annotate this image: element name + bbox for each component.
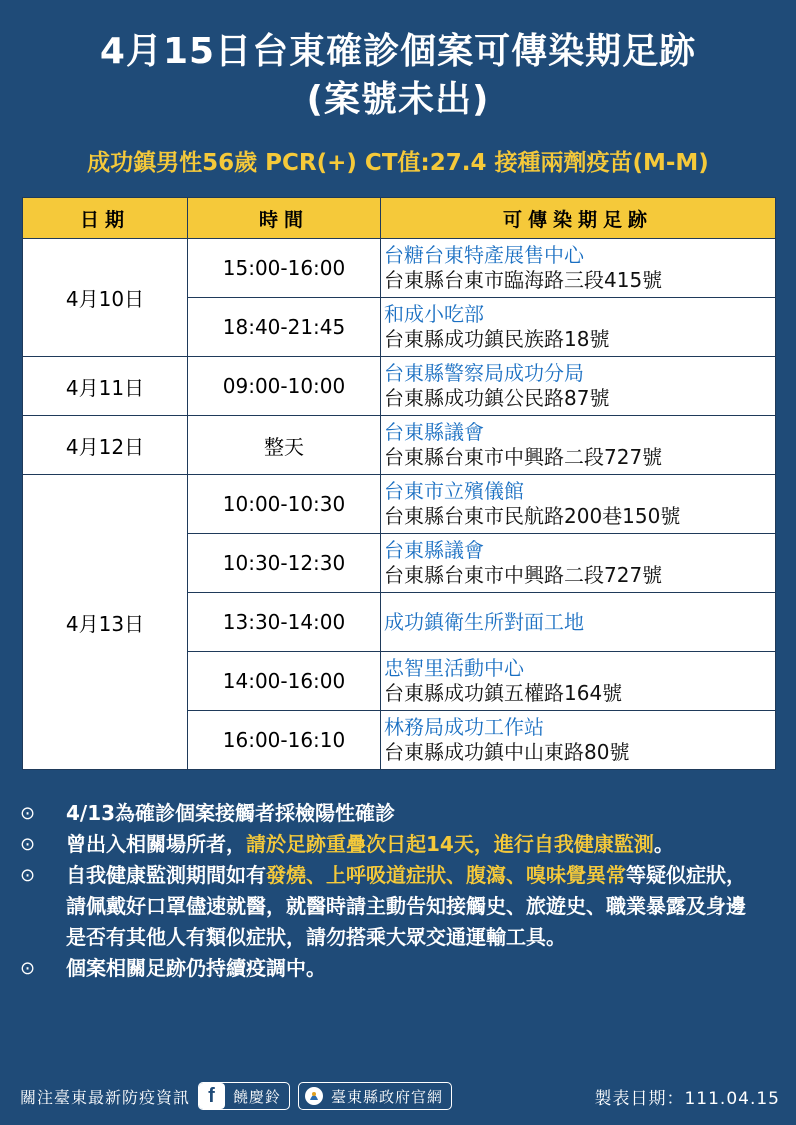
date-cell: 4月13日 — [23, 475, 188, 770]
time-cell: 13:30-14:00 — [188, 593, 381, 652]
gov-website-link[interactable] — [298, 1082, 452, 1110]
note-item — [20, 829, 760, 860]
place-address: 台東縣台東市中興路二段727號 — [384, 445, 663, 469]
place-address: 台東縣成功鎮五權路164號 — [384, 681, 623, 705]
table-row — [23, 475, 776, 534]
place-cell — [381, 711, 776, 770]
note-text-plain: 。 — [653, 832, 674, 856]
place-cell — [381, 652, 776, 711]
place-address: 台東縣成功鎮公民路87號 — [384, 386, 610, 410]
time-cell: 18:40-21:45 — [188, 298, 381, 357]
place-address: 台東縣成功鎮中山東路80號 — [384, 740, 630, 764]
facebook-icon: f — [199, 1083, 225, 1109]
place-name: 台糖台東特產展售中心 — [384, 243, 584, 267]
time-cell: 16:00-16:10 — [188, 711, 381, 770]
header-time: 時間 — [188, 198, 381, 239]
gov-logo-icon — [303, 1085, 325, 1107]
note-item — [20, 953, 760, 984]
note-item — [20, 860, 760, 953]
table-row — [23, 416, 776, 475]
table-row — [23, 357, 776, 416]
place-name: 台東縣議會 — [384, 420, 484, 444]
place-name: 忠智里活動中心 — [384, 656, 524, 680]
date-cell: 4月11日 — [23, 357, 188, 416]
place-cell — [381, 534, 776, 593]
facebook-label: 饒慶鈴 — [233, 1087, 282, 1106]
time-cell: 09:00-10:00 — [188, 357, 381, 416]
bullet-icon: ⊙ — [20, 803, 36, 824]
time-cell: 14:00-16:00 — [188, 652, 381, 711]
header-footprint: 可傳染期足跡 — [381, 198, 776, 239]
note-text-plain: 曾出入相關場所者， — [66, 832, 246, 856]
footprint-table — [22, 197, 776, 770]
bullet-icon: ⊙ — [20, 865, 36, 886]
place-cell — [381, 239, 776, 298]
note-item — [20, 798, 760, 829]
place-name: 和成小吃部 — [384, 302, 484, 326]
facebook-link[interactable] — [198, 1082, 290, 1110]
place-address: 台東縣成功鎮民族路18號 — [384, 327, 610, 351]
note-text-plain: 等疑似症狀，請佩戴好口罩儘速就醫，就醫時請主動告知接觸史、旅遊史、職業暴露及身邊是否有其他人有類似症狀，請勿搭乘大眾交通運輸工具。 — [66, 863, 746, 949]
table-row — [23, 239, 776, 298]
title-line-2: (案號未出) — [306, 79, 490, 120]
note-text: 個案相關足跡仍持續疫調中。 — [66, 956, 326, 980]
place-cell — [381, 475, 776, 534]
note-text — [66, 860, 760, 953]
place-name: 成功鎮衛生所對面工地 — [384, 609, 584, 634]
time-cell: 整天 — [188, 416, 381, 475]
title-line-1: 4月15日台東確診個案可傳染期足跡 — [99, 31, 697, 72]
place-cell — [381, 357, 776, 416]
notes-section — [20, 798, 760, 984]
header-date: 日期 — [23, 198, 188, 239]
place-name: 台東縣警察局成功分局 — [384, 361, 584, 385]
place-address: 台東縣台東市中興路二段727號 — [384, 563, 663, 587]
time-cell: 10:30-12:30 — [188, 534, 381, 593]
bullet-icon: ⊙ — [20, 958, 36, 979]
date-cell: 4月12日 — [23, 416, 188, 475]
bullet-icon: ⊙ — [20, 834, 36, 855]
note-text — [66, 829, 760, 860]
place-cell — [381, 416, 776, 475]
note-highlight: 發燒、上呼吸道症狀、腹瀉、嗅味覺異常 — [266, 863, 626, 887]
note-highlight: 請於足跡重疊次日起14天，進行自我健康監測 — [246, 832, 654, 856]
place-address: 台東縣台東市臨海路三段415號 — [384, 268, 663, 292]
note-text-plain: 自我健康監測期間如有 — [66, 863, 266, 887]
place-name: 台東市立殯儀館 — [384, 479, 524, 503]
case-subtitle: 成功鎮男性56歲 PCR(+) CT值:27.4 接種兩劑疫苗(M-M) — [87, 150, 709, 176]
follow-text: 關注臺東最新防疫資訊 — [20, 1087, 191, 1107]
note-text: 4/13為確診個案接觸者採檢陽性確診 — [66, 801, 396, 825]
place-cell — [381, 593, 776, 652]
place-name: 林務局成功工作站 — [384, 715, 544, 739]
place-address: 台東縣台東市民航路200巷150號 — [384, 504, 681, 528]
date-cell: 4月10日 — [23, 239, 188, 357]
footer — [20, 1080, 780, 1112]
place-name: 台東縣議會 — [384, 538, 484, 562]
made-date: 製表日期：111.04.15 — [594, 1088, 780, 1109]
time-cell: 10:00-10:30 — [188, 475, 381, 534]
table-header-row — [23, 198, 776, 239]
place-cell — [381, 298, 776, 357]
page-title — [0, 28, 796, 124]
gov-website-label: 臺東縣政府官網 — [331, 1087, 444, 1106]
time-cell: 15:00-16:00 — [188, 239, 381, 298]
